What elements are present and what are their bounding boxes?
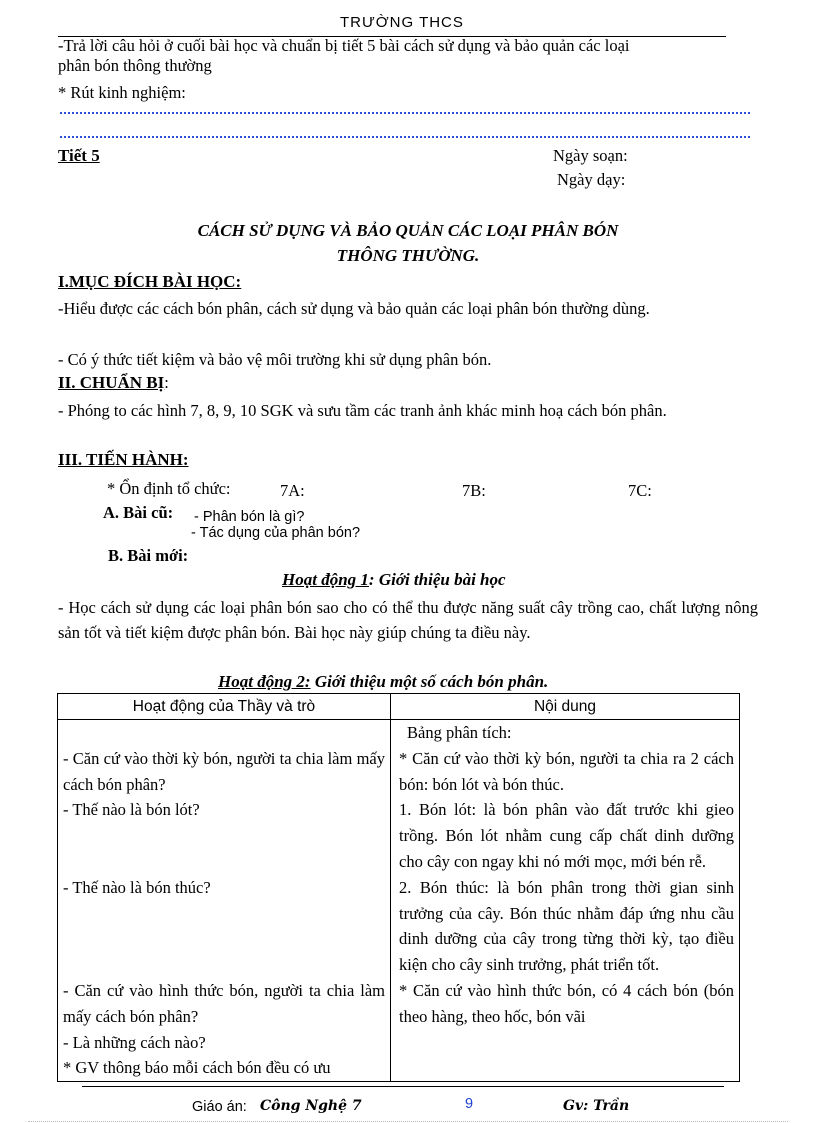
class-7a: 7A: (280, 481, 305, 500)
school-header: TRƯỜNG THCS (340, 14, 464, 31)
teacher-student-cell (58, 720, 391, 1082)
content-bon-thuc: 2. Bón thúc: là bón phân trong thời gian sinh trưởng của cây. Bón thúc nhằm đáp ứng nhu cầu dinh dưỡng của cây trong từng thời kỳ, tạo điều kiện cho cây sinh trưởng, phát triển tốt. (399, 877, 734, 975)
footer-teacher-label: Gv: (563, 1098, 589, 1114)
footer-teacher (563, 1098, 629, 1114)
teacher-note: * GV thông báo mỗi cách bón đều có ưu (63, 1058, 331, 1078)
question-forms: - Căn cứ vào hình thức bón, người ta chia làm mấy cách bón phân? (63, 980, 385, 1026)
old-lesson-question-1: - Phân bón là gì? (194, 509, 305, 525)
date-prepared: Ngày soạn: (553, 146, 628, 165)
class-org-label: * Ổn định tổ chức: (107, 479, 231, 498)
lesson-title-line-2: THÔNG THƯỜNG. (336, 246, 480, 265)
homework-line-2: phân bón thông thường (58, 56, 212, 75)
new-lesson-label: B. Bài mới: (108, 546, 189, 565)
activity-2-heading-title: Giới thiệu một số cách bón phân. (310, 672, 549, 691)
question-which-ways: - Là những cách nào? (63, 1032, 206, 1052)
footer-teacher-name: Trần (593, 1098, 630, 1114)
activity-2-heading-label: Hoạt động 2: (218, 672, 311, 691)
footer-subject: Công Nghệ 7 (260, 1098, 362, 1114)
class-7b: 7B: (462, 481, 486, 500)
footer-rule (82, 1086, 724, 1087)
lesson-number: Tiết 5 (58, 146, 100, 165)
activity-table (57, 693, 740, 1082)
activity-1-heading (282, 570, 506, 590)
section-2-colon: : (164, 373, 169, 392)
footer-dotted-line (28, 1121, 788, 1122)
section-1-heading: I.MỤC ĐÍCH BÀI HỌC: (58, 272, 242, 291)
activity-2-heading (218, 672, 548, 692)
question-bon-lot: - Thế nào là bón lót? (63, 800, 200, 820)
analysis-table-label: Bảng phân tích: (407, 723, 512, 742)
experience-label: * Rút kinh nghiệm: (58, 83, 186, 102)
question-periods: - Căn cứ vào thời kỳ bón, người ta chia làm mấy cách bón phân? (63, 748, 385, 794)
activity-1-heading-title: : Giới thiệu bài học (368, 570, 506, 589)
table-header-row (58, 694, 740, 720)
dotted-line (60, 112, 750, 114)
section-1-paragraph-1: -Hiểu được các cách bón phân, cách sử dụng và bảo quản các loại phân bón thường dùng. (58, 299, 650, 318)
section-1-paragraph-2: - Có ý thức tiết kiệm và bảo vệ môi trường khi sử dụng phân bón. (58, 350, 492, 369)
page-number: 9 (465, 1096, 474, 1112)
activity-1-text: - Học cách sử dụng các loại phân bón sao cho có thể thu được năng suất cây trồng cao, chất lượng nông sản tốt và tiết kiệm được phân bón. Bài học này giúp chúng ta điều này. (58, 598, 758, 642)
content-periods: * Căn cứ vào thời kỳ bón, người ta chia ra 2 cách bón: bón lót và bón thúc. (399, 748, 734, 794)
class-7c: 7C: (628, 481, 652, 500)
content-bon-lot: 1. Bón lót: là bón phân vào đất trước khi gieo trồng. Bón lót nhằm cung cấp chất dinh dưỡng cho cây con ngay khi nó mới mọc, mới bén rễ. (399, 800, 734, 871)
date-taught: Ngày dạy: (557, 170, 626, 189)
section-2-paragraph: - Phóng to các hình 7, 8, 9, 10 SGK và sưu tầm các tranh ảnh khác minh hoạ cách bón phân. (58, 401, 667, 420)
section-3-heading: III. TIẾN HÀNH: (58, 450, 189, 469)
footer-plan-label: Giáo án: (192, 1099, 247, 1115)
content-cell (391, 720, 740, 1082)
table-row (58, 720, 740, 1082)
lesson-title-line-1: CÁCH SỬ DỤNG VÀ BẢO QUẢN CÁC LOẠI PHÂN BÓN (197, 221, 619, 240)
section-2-heading-wrap (58, 373, 169, 393)
col-teacher-student-header: Hoạt động của Thầy và trò (58, 694, 391, 720)
col-content-header: Nội dung (391, 694, 740, 720)
dotted-line (60, 136, 750, 138)
question-bon-thuc: - Thế nào là bón thúc? (63, 877, 211, 897)
section-2-heading: II. CHUẨN BỊ (58, 373, 165, 392)
activity-1-heading-label: Hoạt động 1 (282, 570, 369, 589)
content-forms: * Căn cứ vào hình thức bón, có 4 cách bón (bón theo hàng, theo hốc, bón vãi (399, 980, 734, 1026)
old-lesson-question-2: - Tác dụng của phân bón? (191, 525, 361, 541)
old-lesson-label: A. Bài cũ: (103, 503, 174, 522)
homework-line: -Trả lời câu hỏi ở cuối bài học và chuẩn bị tiết 5 bài cách sử dụng và bảo quản các loại (58, 36, 630, 55)
